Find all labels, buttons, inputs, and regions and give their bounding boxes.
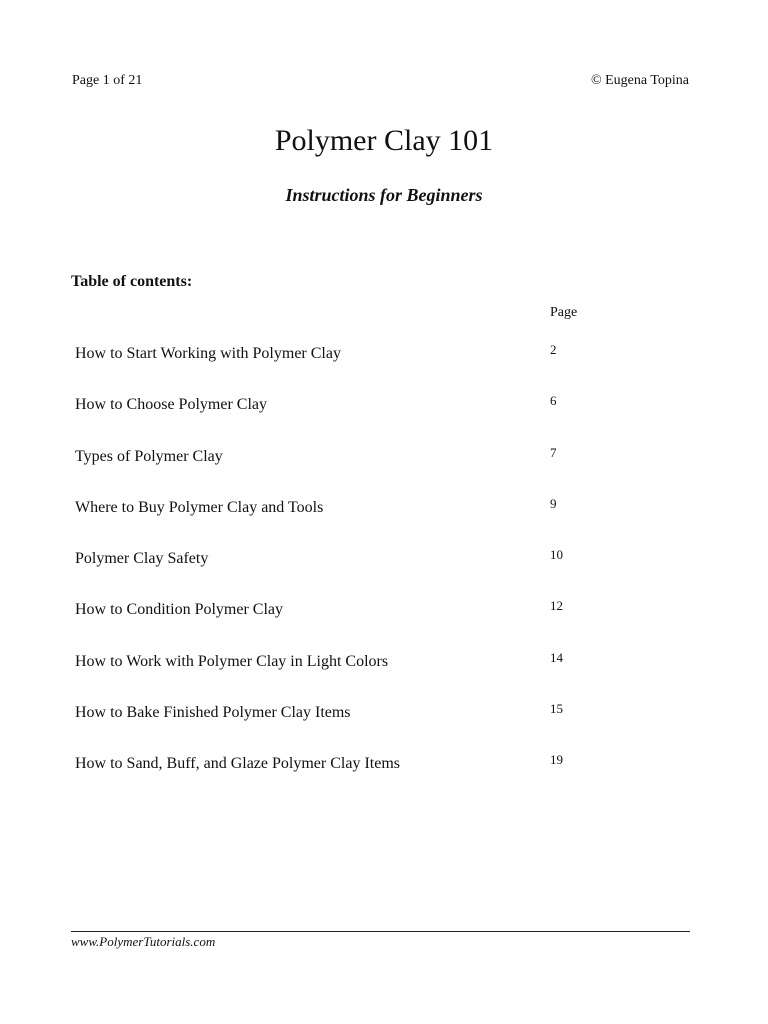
toc-entry-title: Where to Buy Polymer Clay and Tools — [75, 498, 324, 516]
toc-entry — [0, 750, 768, 801]
toc-entry-page: 7 — [550, 444, 557, 460]
toc-list — [0, 340, 768, 802]
toc-entry — [0, 494, 768, 545]
toc-entry — [0, 391, 768, 442]
footer-website: www.PolymerTutorials.com — [71, 934, 216, 949]
page-indicator: Page 1 of 21 — [72, 73, 143, 88]
toc-entry-title: Polymer Clay Safety — [75, 550, 209, 568]
toc-entry-page: 10 — [550, 547, 563, 563]
toc-entry-page: 15 — [550, 701, 563, 717]
toc-entry-page: 19 — [550, 752, 563, 768]
toc-entry — [0, 596, 768, 647]
copyright-notice: © Eugena Topina — [590, 73, 689, 88]
document-subtitle: Instructions for Beginners — [285, 185, 483, 205]
document-title: Polymer Clay 101 — [274, 124, 494, 157]
toc-entry-title: How to Condition Polymer Clay — [75, 601, 283, 619]
toc-entry-page: 9 — [550, 495, 557, 511]
toc-entry — [0, 699, 768, 750]
toc-entry-page: 6 — [550, 393, 557, 409]
toc-entry-title: How to Start Working with Polymer Clay — [75, 345, 341, 362]
toc-entry-title: How to Work with Polymer Clay in Light Colors — [75, 652, 389, 670]
toc-entry-title: How to Choose Polymer Clay — [75, 396, 267, 414]
toc-entry — [0, 443, 768, 494]
toc-entry — [0, 545, 768, 596]
toc-entry — [0, 340, 768, 391]
toc-entry-page: 12 — [550, 598, 563, 614]
toc-entry-title: How to Bake Finished Polymer Clay Items — [75, 704, 351, 722]
toc-entry-page: 14 — [550, 649, 563, 665]
toc-entry-title: How to Sand, Buff, and Glaze Polymer Clay Items — [75, 755, 400, 773]
toc-entry — [0, 648, 768, 699]
toc-entry-title: Types of Polymer Clay — [75, 447, 223, 465]
toc-heading: Table of contents: — [71, 273, 193, 290]
toc-page-column-label: Page — [550, 305, 578, 320]
footer-divider — [71, 931, 690, 932]
toc-entry-page: 2 — [550, 342, 557, 357]
